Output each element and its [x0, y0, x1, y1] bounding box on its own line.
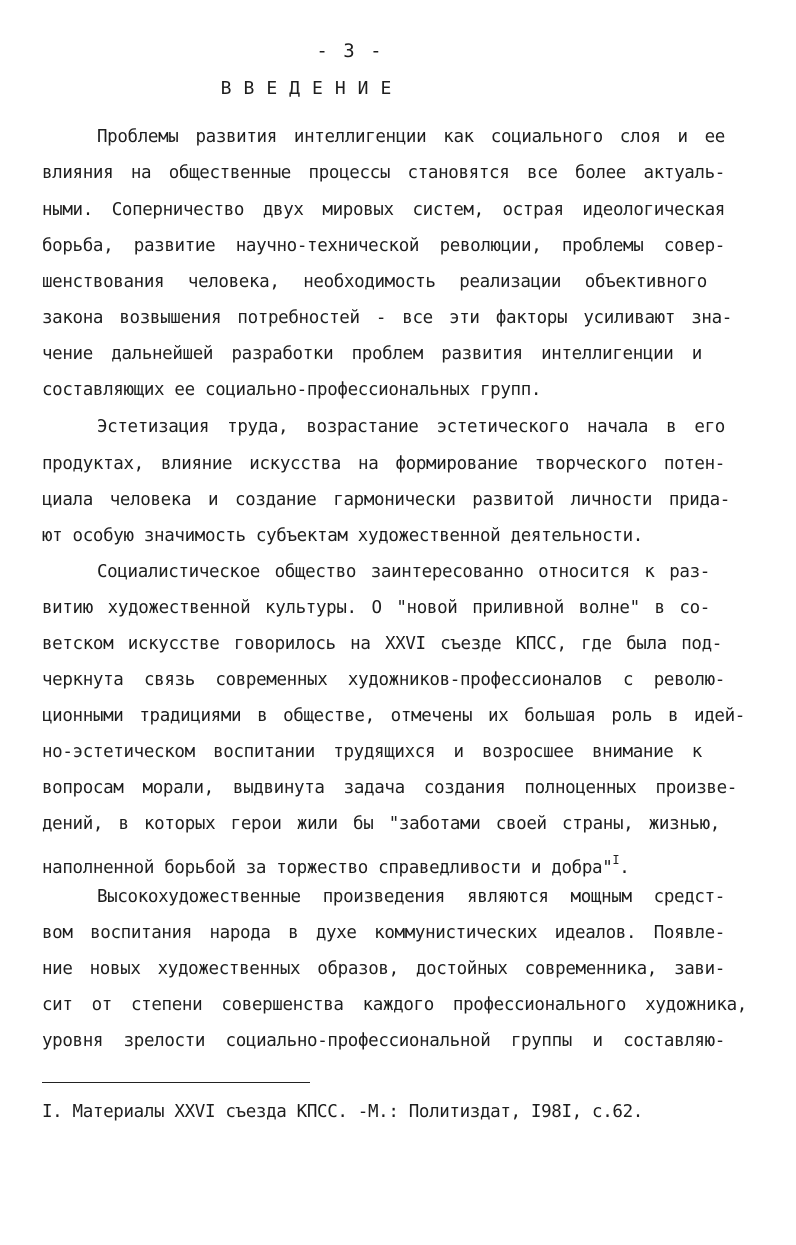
text-line: продуктах, влияние искусства на формирование творческого потен-: [42, 454, 725, 474]
text-line: составляющих ее социально-профессиональных групп.: [42, 380, 542, 400]
footnote-reference: I: [612, 853, 620, 867]
text-line: но-эстетическом воспитании трудящихся и возросшее внимание к: [42, 742, 702, 762]
text-line: вом воспитания народа в духе коммунистических идеалов. Появле-: [42, 923, 725, 943]
text-line: циала человека и создание гармонически развитой личности прида-: [42, 490, 730, 510]
text-line: Проблемы развития интеллигенции как социального слоя и ее: [97, 127, 725, 147]
text-line: влияния на общественные процессы становятся все более актуаль-: [42, 163, 725, 183]
footnote-text: I. Материалы XXVI съезда КПСС. -М.: Политиздат, I98I, с.62.: [42, 1102, 643, 1122]
text-line: борьба, развитие научно-технической революции, проблемы совер-: [42, 236, 725, 256]
text-line: ционными традициями в обществе, отмечены их большая роль в идей-: [42, 706, 745, 726]
text-line: Социалистическое общество заинтересованно относится к раз-: [97, 562, 710, 582]
text-line: чение дальнейшей разработки проблем развития интеллигенции и: [42, 344, 702, 364]
text-line: уровня зрелости социально-профессиональной группы и составляю-: [42, 1031, 725, 1051]
footnote-divider: [42, 1082, 310, 1083]
text-line: [42, 849, 629, 879]
text-line: вопросам морали, выдвинута задача создания полноценных произве-: [42, 778, 737, 798]
text-line: черкнута связь современных художников-профессионалов с револю-: [42, 670, 725, 690]
text-line: дений, в которых герои жили бы "заботами своей страны, жизнью,: [42, 814, 720, 834]
text-line: Высокохудожественные произведения являются мощным средст-: [97, 887, 725, 907]
text-line: ветском искусстве говорилось на XXVI съезде КПСС, где была под-: [42, 634, 722, 654]
text-line: Эстетизация труда, возрастание эстетического начала в его: [97, 417, 725, 437]
line-end-period: .: [619, 858, 630, 878]
text-line: витию художественной культуры. О "новой приливной волне" в со-: [42, 598, 710, 618]
page-number: - 3 -: [316, 40, 384, 62]
text-line: ют особую значимость субъектам художественной деятельности.: [42, 526, 643, 546]
text-line: шенствования человека, необходимость реализации объективного: [42, 272, 707, 292]
text-line-body: наполненной борьбой за торжество справедливости и добра": [42, 858, 613, 878]
text-line: ние новых художественных образов, достойных современника, зави-: [42, 959, 725, 979]
text-line: сит от степени совершенства каждого профессионального художника,: [42, 995, 747, 1015]
text-line: ными. Соперничество двух мировых систем, острая идеологическая: [42, 200, 725, 220]
section-heading: ВВЕДЕНИЕ: [220, 78, 404, 99]
text-line: закона возвышения потребностей - все эти факторы усиливают зна-: [42, 308, 732, 328]
